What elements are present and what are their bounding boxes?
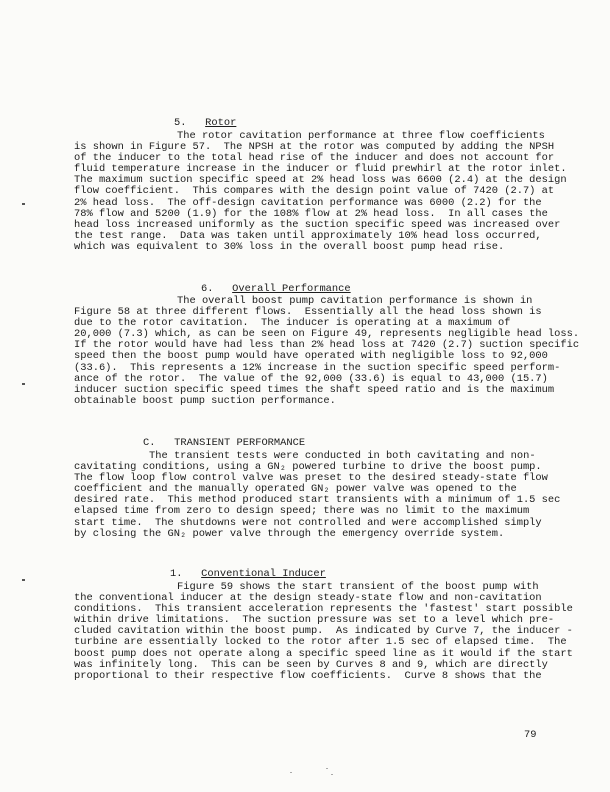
text-line: coefficient and the manually operated GN₂ power valve was opened to the (74, 483, 517, 496)
text-line: (33.6). This represents a 12% increase in the suction specific speed perform- (74, 361, 561, 374)
text-line: Figure 58 at three different flows. Essentially all the head loss shown is (74, 306, 542, 319)
text-line: the conventional inducer at the design steady-state flow and non-cavitation (74, 592, 542, 605)
text-line: The overall boost pump cavitation performance is shown in (177, 295, 533, 307)
margin-mark (22, 383, 25, 385)
text-line: proportional to their respective flow coefficients. Curve 8 shows that the (74, 669, 542, 682)
scan-speck (290, 772, 292, 773)
paragraph-conventional (74, 581, 573, 682)
scan-speck (326, 768, 328, 769)
text-line: 20,000 (7.3) which, as can be seen on Figure 49, represents negligible head loss. (74, 328, 580, 341)
text-line: elapsed time from zero to design speed; there was no limit to the maximum (74, 505, 530, 518)
text-line: conditions. This transient acceleration represents the 'fastest' start possible (74, 603, 573, 616)
text-line: by closing the GN₂ power valve through the emergency override system. (74, 527, 505, 540)
text-line: start time. The shutdowns were not controlled and were accomplished simply (74, 516, 542, 529)
section-number: 1. (169, 568, 183, 580)
text-line: was infinitely long. This can be seen by Curves 8 and 9, which are directly (74, 658, 548, 671)
section-title: Rotor (205, 117, 237, 129)
text-line: the test range. Data was taken until approximately 10% head loss occurred, (74, 229, 542, 242)
paragraph-rotor (74, 131, 566, 253)
text-line: boost pump does not operate along a specific speed line as it would if the start (74, 647, 573, 660)
section-title: Conventional Inducer (201, 568, 326, 580)
section-number: 5. (173, 117, 187, 129)
text-line: If the rotor would have had less than 2% head loss at 7420 (2.7) suction specific (74, 339, 580, 352)
margin-mark (22, 203, 25, 205)
text-line: obtainable boost pump suction performance. (74, 394, 336, 407)
text-line: Figure 59 shows the start transient of the boost pump with (177, 581, 539, 593)
text-line: cluded cavitation within the boost pump. As indicated by Curve 7, the inducer - (74, 625, 573, 638)
text-line: The flow loop flow control valve was preset to the desired steady-state flow (74, 472, 548, 485)
text-line: of the inducer to the total head rise of the inducer and does not account for (74, 152, 555, 165)
text-line: speed then the boost pump would have operated with negligible loss to 92,000 (74, 350, 548, 363)
text-line: due to the rotor cavitation. The inducer is operating at a maximum of (74, 317, 511, 330)
text-line: is shown in Figure 57. The NPSH at the rotor was computed by adding the NPSH (74, 141, 555, 154)
paragraph-overall (74, 295, 580, 407)
text-line: inducer suction specific speed times the shaft speed ratio and is the maximum (74, 383, 555, 396)
text-line: The transient tests were conducted in both cavitating and non- (149, 450, 536, 462)
section-number: C. (142, 437, 156, 449)
text-line: flow coefficient. This compares with the design point value of 7420 (2.7) at (74, 185, 555, 198)
text-line: turbine are essentially locked to the rotor after 1.5 sec of elapsed time. The (74, 636, 567, 649)
text-line: The maximum suction specific speed at 2% head loss was 6600 (2.4) at the design (74, 174, 567, 187)
text-line: The rotor cavitation performance at three flow coefficients (177, 130, 545, 142)
text-line: fluid temperature increase in the inducer or fluid prewhirl at the rotor inlet. (74, 163, 567, 176)
section-number: 6. (200, 283, 214, 295)
section-title: Overall Performance (232, 283, 351, 295)
text-line: within drive limitations. The suction pressure was set to a level which pre- (74, 614, 555, 627)
text-line: desired rate. This method produced start transients with a minimum of 1.5 sec (74, 494, 561, 507)
text-line: head loss increased uniformly as the suction specific speed was increased over (74, 218, 561, 231)
margin-mark (22, 579, 25, 581)
text-line: 2% head loss. The off-design cavitation performance was 6000 (2.2) for the (74, 196, 542, 209)
scan-speck (331, 774, 333, 775)
text-line: 78% flow and 5200 (1.9) for the 108% flow at 2% head loss. In all cases the (74, 207, 548, 220)
paragraph-transient (74, 451, 566, 540)
text-line: ance of the rotor. The value of the 92,000 (33.6) is equal to 43,000 (15.7) (74, 372, 548, 385)
text-line: which was equivalent to 30% loss in the overall boost pump head rise. (74, 240, 505, 253)
text-line: cavitating conditions, using a GN₂ powered turbine to drive the boost pump. (74, 461, 542, 474)
page-number: 79 (524, 729, 537, 741)
section-title: TRANSIENT PERFORMANCE (174, 437, 306, 449)
